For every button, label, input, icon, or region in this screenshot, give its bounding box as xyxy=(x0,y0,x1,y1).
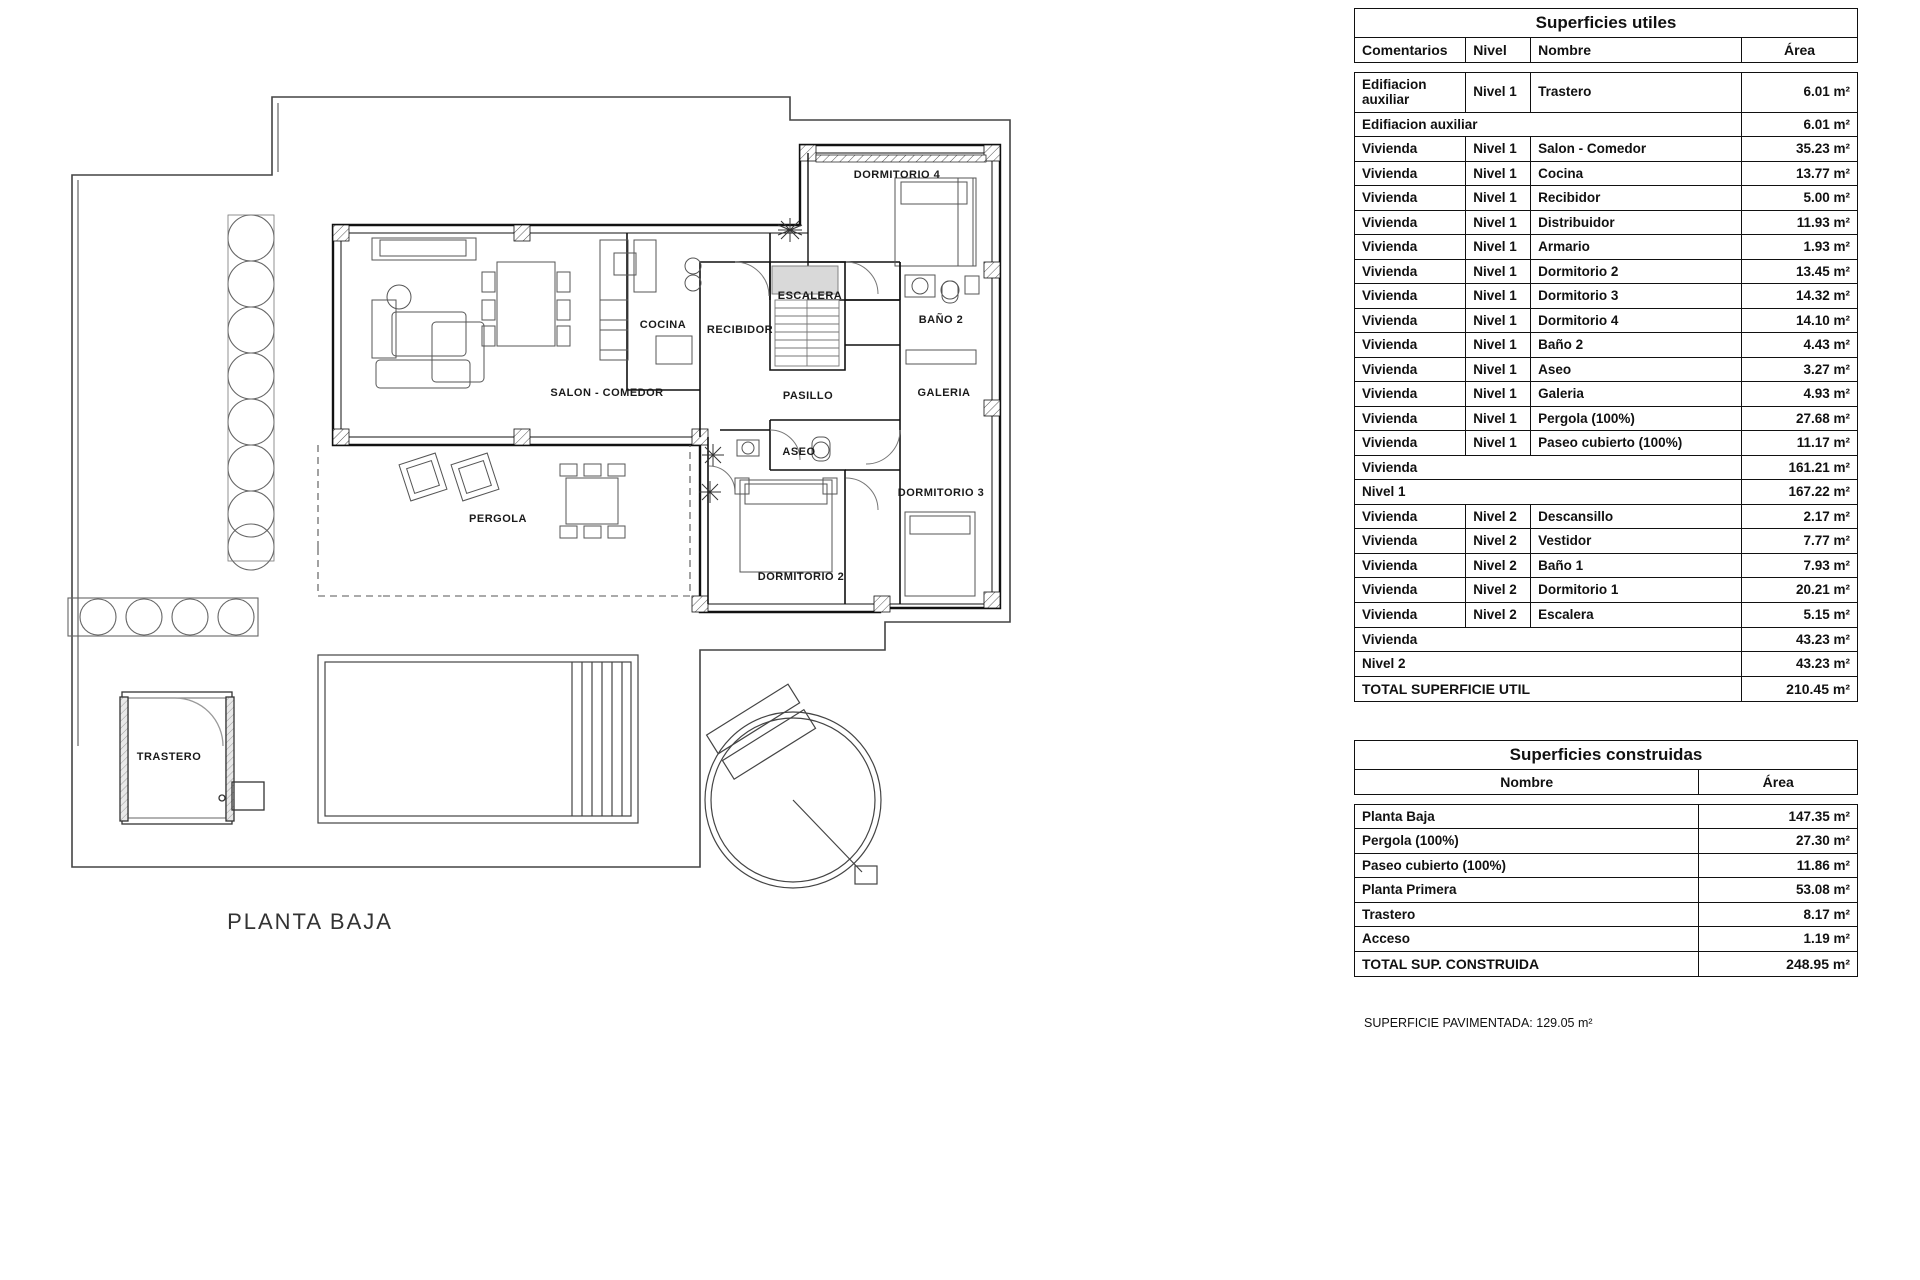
cell-total-area: 248.95 m² xyxy=(1699,951,1858,976)
room-label: RECIBIDOR xyxy=(706,324,774,336)
table-row xyxy=(1355,259,1858,284)
column-header-nivel: Nivel xyxy=(1466,37,1531,62)
column-header-nombre: Nombre xyxy=(1355,769,1699,794)
room-label: SALON - COMEDOR xyxy=(550,387,664,399)
cell-comentario: Vivienda xyxy=(1355,602,1466,627)
cell-comentario: Vivienda xyxy=(1355,406,1466,431)
column-header-area: Área xyxy=(1699,769,1858,794)
cell-nivel: Nivel 1 xyxy=(1466,431,1531,456)
cell-nombre: Planta Baja xyxy=(1355,804,1699,829)
table-title-row xyxy=(1355,741,1858,770)
plan-title: PLANTA BAJA xyxy=(227,909,393,934)
table-header-row xyxy=(1355,37,1858,62)
cell-area: 5.15 m² xyxy=(1742,602,1858,627)
cell-comentario: Vivienda xyxy=(1355,504,1466,529)
cell-nivel: Nivel 1 xyxy=(1466,382,1531,407)
table-row xyxy=(1355,284,1858,309)
table-row xyxy=(1355,333,1858,358)
cell-comentario: Vivienda xyxy=(1355,161,1466,186)
superficies-utiles-table-wrapper xyxy=(1354,8,1858,702)
table-title-row xyxy=(1355,9,1858,38)
room-label: BAÑO 2 xyxy=(918,314,964,326)
room-label: ESCALERA xyxy=(777,290,843,302)
cell-area: 8.17 m² xyxy=(1699,902,1858,927)
cell-nombre: Dormitorio 2 xyxy=(1531,259,1742,284)
cell-subtotal-area: 43.23 m² xyxy=(1742,627,1858,652)
cell-area: 35.23 m² xyxy=(1742,137,1858,162)
cell-comentario: Vivienda xyxy=(1355,259,1466,284)
table-total-row xyxy=(1355,676,1858,701)
column-header-area: Área xyxy=(1742,37,1858,62)
cell-area: 4.43 m² xyxy=(1742,333,1858,358)
table-row xyxy=(1355,529,1858,554)
superficies-construidas-table xyxy=(1354,740,1858,977)
cell-nombre: Pergola (100%) xyxy=(1531,406,1742,431)
table-row xyxy=(1355,308,1858,333)
cell-area: 11.86 m² xyxy=(1699,853,1858,878)
cell-nombre: Planta Primera xyxy=(1355,878,1699,903)
cell-nombre: Baño 1 xyxy=(1531,553,1742,578)
cell-area: 27.30 m² xyxy=(1699,829,1858,854)
cell-area: 7.77 m² xyxy=(1742,529,1858,554)
cell-nombre: Vestidor xyxy=(1531,529,1742,554)
table-row xyxy=(1355,235,1858,260)
cell-nombre: Salon - Comedor xyxy=(1531,137,1742,162)
cell-area: 13.77 m² xyxy=(1742,161,1858,186)
cell-area: 6.01 m² xyxy=(1742,72,1858,112)
cell-comentario: Vivienda xyxy=(1355,137,1466,162)
cell-total-label: TOTAL SUPERFICIE UTIL xyxy=(1355,676,1742,701)
cell-nivel: Nivel 1 xyxy=(1466,308,1531,333)
cell-comentario: Vivienda xyxy=(1355,210,1466,235)
cell-comentario: Vivienda xyxy=(1355,382,1466,407)
cell-nombre: Paseo cubierto (100%) xyxy=(1355,853,1699,878)
cell-nivel: Nivel 1 xyxy=(1466,235,1531,260)
cell-area: 13.45 m² xyxy=(1742,259,1858,284)
table-row xyxy=(1355,553,1858,578)
room-label: GALERIA xyxy=(917,387,971,399)
table-row xyxy=(1355,406,1858,431)
cell-area: 27.68 m² xyxy=(1742,406,1858,431)
table-row xyxy=(1355,578,1858,603)
room-label: TRASTERO xyxy=(136,751,202,763)
spacer-cell xyxy=(1355,794,1858,804)
paved-surface-note: SUPERFICIE PAVIMENTADA: 129.05 m² xyxy=(1364,1016,1593,1030)
cell-total-area: 210.45 m² xyxy=(1742,676,1858,701)
table-subtotal-row xyxy=(1355,480,1858,505)
room-label: ASEO xyxy=(782,446,816,458)
table-row xyxy=(1355,804,1858,829)
cell-subtotal-label: Vivienda xyxy=(1355,455,1742,480)
cell-comentario: Vivienda xyxy=(1355,553,1466,578)
cell-nombre: Distribuidor xyxy=(1531,210,1742,235)
cell-nombre: Recibidor xyxy=(1531,186,1742,211)
cell-subtotal-label: Nivel 2 xyxy=(1355,652,1742,677)
room-label: PASILLO xyxy=(782,390,834,402)
cell-nombre: Armario xyxy=(1531,235,1742,260)
spacer-row xyxy=(1355,794,1858,804)
table-row xyxy=(1355,504,1858,529)
cell-area: 5.00 m² xyxy=(1742,186,1858,211)
cell-area: 147.35 m² xyxy=(1699,804,1858,829)
cell-nombre: Trastero xyxy=(1355,902,1699,927)
cell-nombre: Paseo cubierto (100%) xyxy=(1531,431,1742,456)
cell-nivel: Nivel 2 xyxy=(1466,504,1531,529)
cell-area: 20.21 m² xyxy=(1742,578,1858,603)
cell-comentario: Vivienda xyxy=(1355,578,1466,603)
cell-area: 14.10 m² xyxy=(1742,308,1858,333)
table-row xyxy=(1355,902,1858,927)
cell-comentario: Vivienda xyxy=(1355,357,1466,382)
cell-nombre: Galeria xyxy=(1531,382,1742,407)
table-row xyxy=(1355,210,1858,235)
cell-nivel: Nivel 1 xyxy=(1466,186,1531,211)
cell-area: 4.93 m² xyxy=(1742,382,1858,407)
table-row xyxy=(1355,602,1858,627)
table-row xyxy=(1355,382,1858,407)
column-header-nombre: Nombre xyxy=(1531,37,1742,62)
cell-subtotal-label: Vivienda xyxy=(1355,627,1742,652)
cell-comentario: Vivienda xyxy=(1355,235,1466,260)
column-header-comentarios: Comentarios xyxy=(1355,37,1466,62)
cell-area: 7.93 m² xyxy=(1742,553,1858,578)
table-row xyxy=(1355,927,1858,952)
table-subtotal-row xyxy=(1355,455,1858,480)
table-row xyxy=(1355,829,1858,854)
cell-nombre: Acceso xyxy=(1355,927,1699,952)
room-label: PERGOLA xyxy=(469,513,527,525)
cell-area: 14.32 m² xyxy=(1742,284,1858,309)
table-subtotal-row xyxy=(1355,627,1858,652)
cell-nivel: Nivel 1 xyxy=(1466,357,1531,382)
table-row xyxy=(1355,853,1858,878)
table-subtotal-row xyxy=(1355,652,1858,677)
cell-subtotal-area: 161.21 m² xyxy=(1742,455,1858,480)
table-title: Superficies construidas xyxy=(1355,741,1858,770)
table-row xyxy=(1355,161,1858,186)
cell-subtotal-label: Nivel 1 xyxy=(1355,480,1742,505)
cell-comentario: Edifiacion auxiliar xyxy=(1355,72,1466,112)
cell-nombre: Trastero xyxy=(1531,72,1742,112)
superficies-utiles-table xyxy=(1354,8,1858,702)
cell-subtotal-label: Edifiacion auxiliar xyxy=(1355,112,1742,137)
cell-comentario: Vivienda xyxy=(1355,431,1466,456)
cell-subtotal-area: 6.01 m² xyxy=(1742,112,1858,137)
table-row xyxy=(1355,357,1858,382)
cell-nivel: Nivel 1 xyxy=(1466,137,1531,162)
cell-nivel: Nivel 1 xyxy=(1466,259,1531,284)
cell-area: 3.27 m² xyxy=(1742,357,1858,382)
cell-nivel: Nivel 1 xyxy=(1466,161,1531,186)
superficies-construidas-table-wrapper xyxy=(1354,740,1858,977)
cell-nivel: Nivel 2 xyxy=(1466,553,1531,578)
cell-nombre: Pergola (100%) xyxy=(1355,829,1699,854)
cell-subtotal-area: 167.22 m² xyxy=(1742,480,1858,505)
cell-nivel: Nivel 1 xyxy=(1466,284,1531,309)
table-row xyxy=(1355,186,1858,211)
cell-nivel: Nivel 2 xyxy=(1466,602,1531,627)
table-row xyxy=(1355,137,1858,162)
table-row xyxy=(1355,878,1858,903)
cell-area: 11.93 m² xyxy=(1742,210,1858,235)
cell-nombre: Aseo xyxy=(1531,357,1742,382)
cell-subtotal-area: 43.23 m² xyxy=(1742,652,1858,677)
cell-comentario: Vivienda xyxy=(1355,308,1466,333)
table-title: Superficies utiles xyxy=(1355,9,1858,38)
table-header-row xyxy=(1355,769,1858,794)
room-label: COCINA xyxy=(639,319,687,331)
cell-nombre: Baño 2 xyxy=(1531,333,1742,358)
cell-area: 2.17 m² xyxy=(1742,504,1858,529)
cell-comentario: Vivienda xyxy=(1355,284,1466,309)
cell-nombre: Dormitorio 3 xyxy=(1531,284,1742,309)
cell-nombre: Cocina xyxy=(1531,161,1742,186)
cell-nivel: Nivel 2 xyxy=(1466,578,1531,603)
area-tables xyxy=(1352,0,1920,1280)
cell-comentario: Vivienda xyxy=(1355,186,1466,211)
cell-nombre: Descansillo xyxy=(1531,504,1742,529)
table-row xyxy=(1355,72,1858,112)
cell-area: 53.08 m² xyxy=(1699,878,1858,903)
cell-nombre: Dormitorio 1 xyxy=(1531,578,1742,603)
table-row xyxy=(1355,431,1858,456)
cell-nivel: Nivel 1 xyxy=(1466,333,1531,358)
cell-area: 1.19 m² xyxy=(1699,927,1858,952)
table-total-row xyxy=(1355,951,1858,976)
cell-area: 1.93 m² xyxy=(1742,235,1858,260)
cell-comentario: Vivienda xyxy=(1355,529,1466,554)
cell-nivel: Nivel 2 xyxy=(1466,529,1531,554)
cell-nivel: Nivel 1 xyxy=(1466,210,1531,235)
cell-nombre: Escalera xyxy=(1531,602,1742,627)
cell-area: 11.17 m² xyxy=(1742,431,1858,456)
room-label: DORMITORIO 3 xyxy=(897,487,985,499)
table-subtotal-row xyxy=(1355,112,1858,137)
room-label: DORMITORIO 2 xyxy=(757,571,845,583)
spacer-row xyxy=(1355,62,1858,72)
cell-nivel: Nivel 1 xyxy=(1466,72,1531,112)
cell-nivel: Nivel 1 xyxy=(1466,406,1531,431)
cell-nombre: Dormitorio 4 xyxy=(1531,308,1742,333)
cell-comentario: Vivienda xyxy=(1355,333,1466,358)
room-label: DORMITORIO 4 xyxy=(853,169,941,181)
cell-total-label: TOTAL SUP. CONSTRUIDA xyxy=(1355,951,1699,976)
spacer-cell xyxy=(1355,62,1858,72)
